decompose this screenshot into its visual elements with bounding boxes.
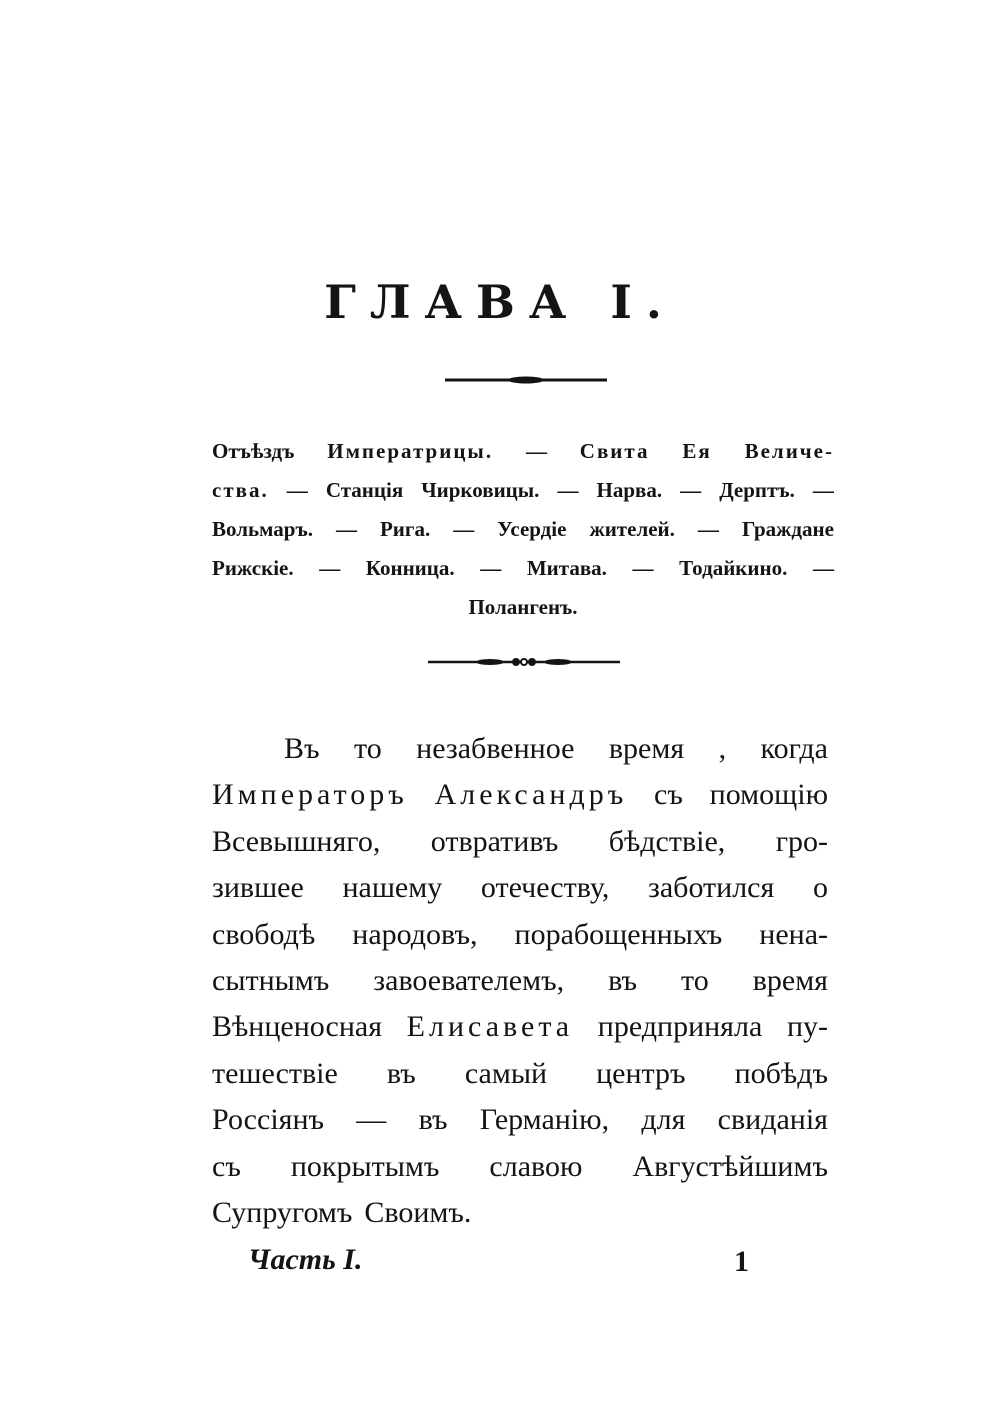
body-word: покрытымъ (290, 1149, 440, 1183)
summary-line (212, 432, 834, 471)
summary-word: Императрицы. (327, 439, 494, 463)
body-word: центръ (596, 1056, 686, 1090)
chapter-title: ГЛАВА I. (324, 275, 676, 329)
summary-word: Конница. (365, 556, 455, 580)
body-line (212, 912, 828, 958)
body-word: завоевателемъ, (373, 963, 565, 997)
body-word: бѣдствіе, (608, 824, 726, 858)
ornament-divider-middle (428, 654, 620, 670)
body-word: съ (654, 778, 683, 812)
body-word: Германію, (479, 1103, 610, 1137)
page-number: 1 (734, 1245, 749, 1278)
body-line (212, 772, 828, 818)
body-word: гро- (775, 824, 828, 858)
summary-word: — (286, 478, 308, 502)
body-word: Своимъ. (364, 1195, 472, 1229)
body-word: Всевышняго, (212, 824, 381, 858)
body-word: время (752, 963, 828, 997)
summary-word: — (453, 517, 475, 541)
summary-word: — (557, 478, 579, 502)
ornament-divider-top (445, 374, 607, 386)
body-word: зившее (212, 871, 304, 905)
body-word: — (356, 1103, 387, 1137)
body-word: предприняла (597, 1010, 763, 1044)
body-word: порабощенныхъ (514, 917, 723, 951)
body-word: Въ (284, 732, 320, 765)
summary-word: Рига. (379, 517, 431, 541)
summary-last-line: Полангенъ. (468, 595, 578, 619)
body-word: свободѣ (212, 917, 316, 951)
body-word: когда (760, 732, 828, 765)
summary-word: Тодайкино. (679, 556, 788, 580)
body-word: тешествіе (212, 1056, 338, 1090)
summary-word: — (697, 517, 719, 541)
summary-word: Нарва. (596, 478, 663, 502)
summary-word: — (319, 556, 341, 580)
body-word: пу- (786, 1010, 828, 1044)
summary-word: Чирковицы. (421, 478, 540, 502)
body-word: сытнымъ (212, 963, 330, 997)
body-line (212, 1144, 828, 1190)
body-word: съ (212, 1149, 241, 1183)
body-line (212, 1051, 828, 1097)
body-word: Вѣнценосная (212, 1010, 383, 1044)
summary-word: Рижскіе. (212, 556, 294, 580)
summary-word: Усердіе (497, 517, 567, 541)
body-word: заботился (648, 871, 775, 905)
summary-word: Станція (325, 478, 404, 502)
body-line (212, 1097, 828, 1143)
summary-word: — (480, 556, 502, 580)
summary-word: — (525, 439, 547, 463)
body-word: въ (608, 963, 638, 997)
summary-word: ства. (212, 478, 269, 502)
chapter-summary (212, 432, 834, 627)
body-word: славою (489, 1149, 583, 1183)
summary-line (212, 471, 834, 510)
body-word: о (812, 871, 828, 905)
body-word: народовъ, (352, 917, 478, 951)
body-word: Александръ (434, 778, 628, 812)
body-word: , (718, 732, 727, 765)
body-word: Супругомъ (212, 1195, 353, 1229)
body-word: помощію (709, 778, 828, 812)
body-line (212, 726, 828, 772)
body-word: отвративъ (430, 824, 559, 858)
body-word: въ (386, 1056, 416, 1090)
summary-word: Дерптъ. (719, 478, 795, 502)
body-line (212, 1190, 828, 1236)
summary-word: Ея (682, 439, 712, 463)
body-word: въ (418, 1103, 448, 1137)
summary-word: жителей. (589, 517, 675, 541)
summary-word: Свита (579, 439, 650, 463)
body-line (212, 1004, 828, 1050)
summary-word: — (632, 556, 654, 580)
summary-line (212, 549, 834, 588)
body-word: Елисавета (406, 1010, 574, 1044)
summary-word: Митава. (526, 556, 607, 580)
body-word: время (608, 732, 685, 765)
summary-word: — (680, 478, 702, 502)
summary-word: — (812, 478, 834, 502)
body-word: то (681, 963, 709, 997)
summary-word: Величе- (744, 439, 834, 463)
body-word: Августѣйшимъ (632, 1149, 828, 1183)
body-word: нена- (759, 917, 828, 951)
body-line (212, 819, 828, 865)
body-word: для (641, 1103, 686, 1137)
summary-word: Отъѣздъ (212, 439, 295, 463)
body-paragraph (212, 726, 828, 1236)
body-line (212, 958, 828, 1004)
summary-word: — (812, 556, 834, 580)
body-word: свиданія (717, 1103, 828, 1137)
summary-word: — (335, 517, 357, 541)
body-word: нашему (342, 871, 443, 905)
body-word: то (353, 732, 382, 765)
summary-word: Вольмаръ. (212, 517, 313, 541)
body-word: незабвенное (416, 732, 575, 765)
body-word: самый (464, 1056, 548, 1090)
signature-mark: Часть I. (248, 1243, 363, 1276)
summary-line (212, 510, 834, 549)
body-word: побѣдъ (734, 1056, 828, 1090)
body-word: Россіянъ (212, 1103, 325, 1137)
body-word: отечеству, (480, 871, 610, 905)
body-line (212, 865, 828, 911)
body-word: Императоръ (212, 778, 408, 812)
summary-word: Граждане (741, 517, 834, 541)
